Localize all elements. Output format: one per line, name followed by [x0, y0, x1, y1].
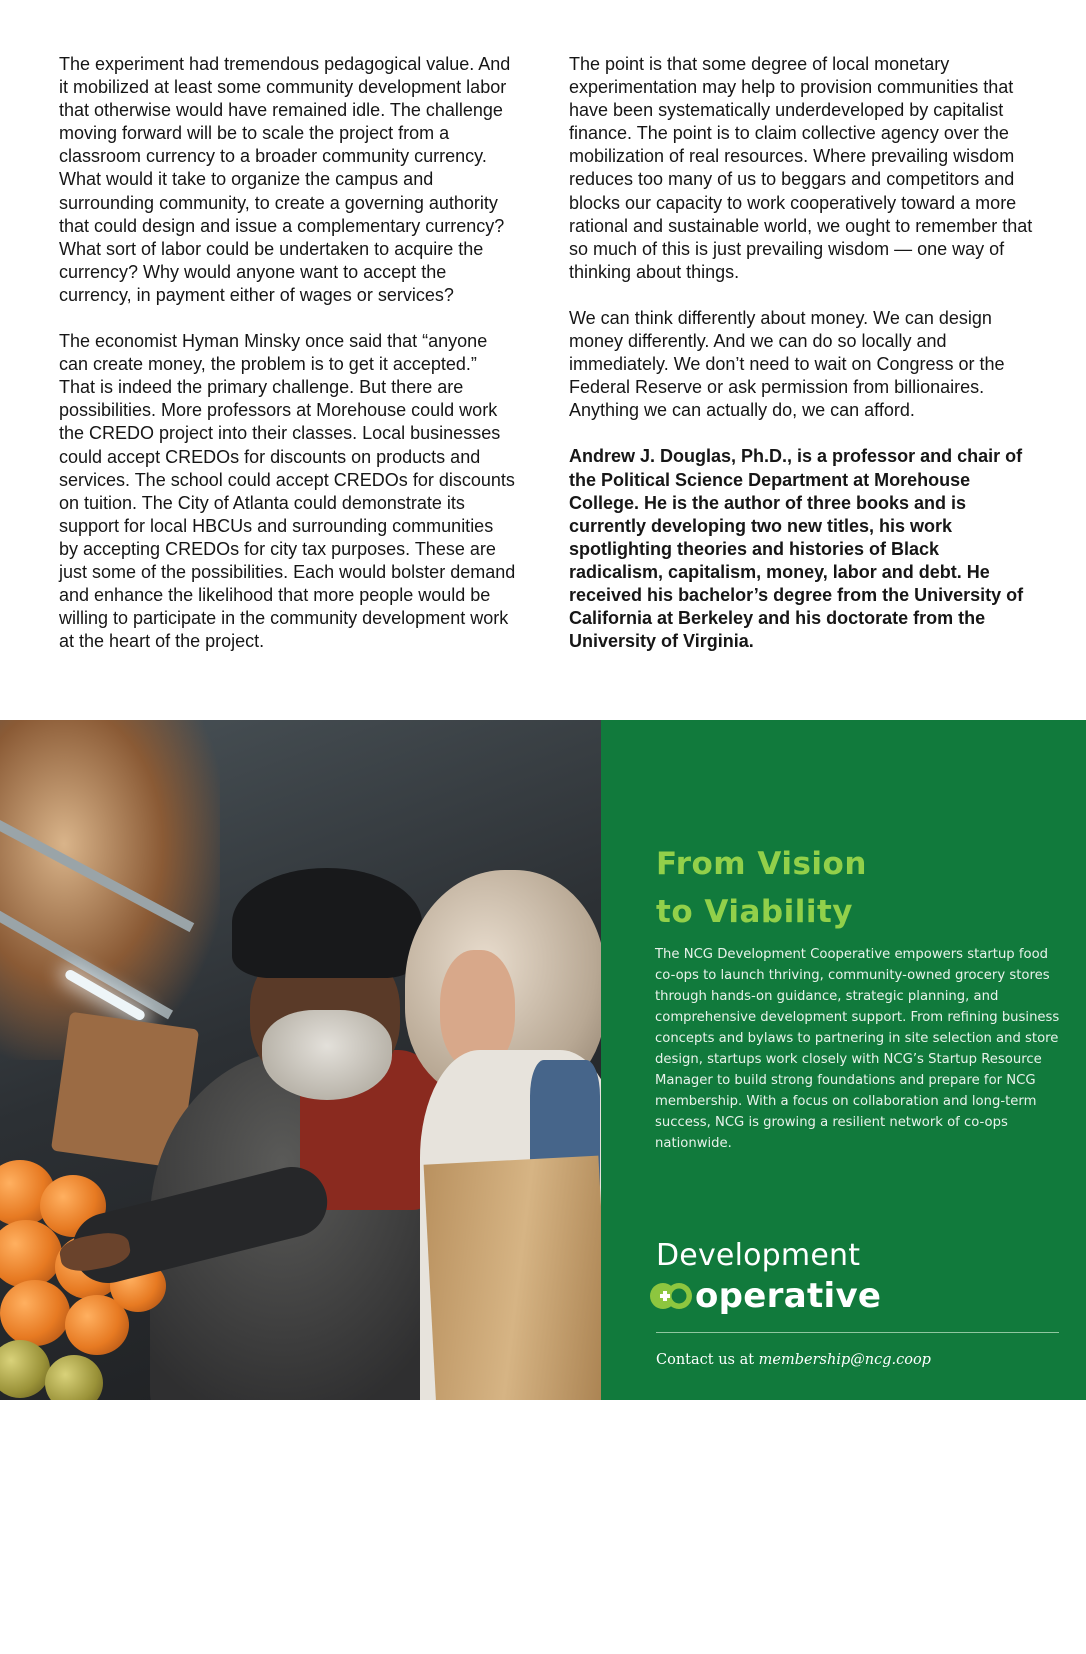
ad-body: The NCG Development Cooperative empowers startup food co-ops to launch thriving, community-owned grocery stores through hands-on guidance, strategic planning, and comprehensive development support. From refining business concepts and bylaws to partnering in site selection and store design, startups work closely with NCG’s Startup Resource Manager to build strong foundations and prepare for NCG membership. With a focus on collaboration and long-term success, NCG is growing a resilient network of co-ops nationwide.	[655, 947, 1060, 1151]
article-right-column	[569, 53, 1037, 676]
contact-email-link[interactable]: membership@ncg.coop	[758, 1352, 931, 1368]
article-paragraph: We can think differently about money. We can design money differently. And we can do so locally and immediately. We don’t need to wait on Congress or the Federal Reserve or ask permission from billionaires. Anything we can actually do, we can afford.	[569, 307, 1005, 421]
page-folio	[55, 1600, 364, 1654]
advertisement	[0, 720, 1086, 1654]
logo-development-text: Development	[656, 1238, 861, 1273]
ad-contact: Contact us at membership@ncg.coop	[656, 1352, 931, 1368]
article-paragraph: The economist Hyman Minsky once said that “anyone can create money, the problem is to get it accepted.” That is indeed the primary challenge. But there are possibilities. More professors at Morehouse could work the CREDO project into their classes. Local businesses could accept CREDOs for discounts on products and services. The school could accept CREDOs for discounts on tuition. The City of Atlanta could demonstrate its support for local HBCUs and surrounding communities by accepting CREDOs for city tax purposes. These are just some of the possibilities. Each would bolster demand and enhance the likelihood that more people would be willing to participate in the community development work at the heart of the project.	[59, 331, 516, 652]
cooperative-plus-icon	[649, 1276, 693, 1316]
ad-divider	[656, 1332, 1059, 1333]
ad-title: From Vision to Viability	[656, 846, 867, 930]
development-cooperative-logo: operative	[649, 1276, 881, 1316]
ad-panel	[601, 720, 1086, 1400]
publication-line: THE COLLECTIVE • NOVEMBER 2025	[123, 1628, 364, 1642]
article-left-column	[59, 53, 517, 676]
author-bio: Andrew J. Douglas, Ph.D., is a professor and chair of the Political Science Department at Morehouse College. He is the author of three books and is currently developing two new titles, his work spotlighting theories and histories of Black radicalism, capitalism, money, labor and debt. He received his bachelor’s degree from the University of California at Berkeley and his doctorate from the University of Virginia.	[569, 446, 1024, 652]
page-number: 34	[55, 1600, 114, 1654]
article-paragraph: The experiment had tremendous pedagogical value. And it mobilized at least some community development labor that otherwise would have remained idle. The challenge moving forward will be to scale the project from a classroom currency to a broader community currency. What would it take to organize the campus and surrounding community, to create a governing authority that could design and issue a complementary currency? What sort of labor could be undertaken to acquire the currency? Why would anyone want to accept the currency, in payment either of wages or services?	[59, 54, 511, 305]
grocery-shoppers-photo	[0, 720, 601, 1400]
article-paragraph: The point is that some degree of local monetary experimentation may help to provision communities that have been systematically underdeveloped by capitalist finance. The point is to claim collective agency over the mobilization of real resources. Where prevailing wisdom reduces too many of us to beggars and competitors and blocks our capacity to work cooperatively toward a more rational and sustainable world, we ought to remember that so much of this is just prevailing wisdom — one way of thinking about things.	[569, 54, 1033, 282]
